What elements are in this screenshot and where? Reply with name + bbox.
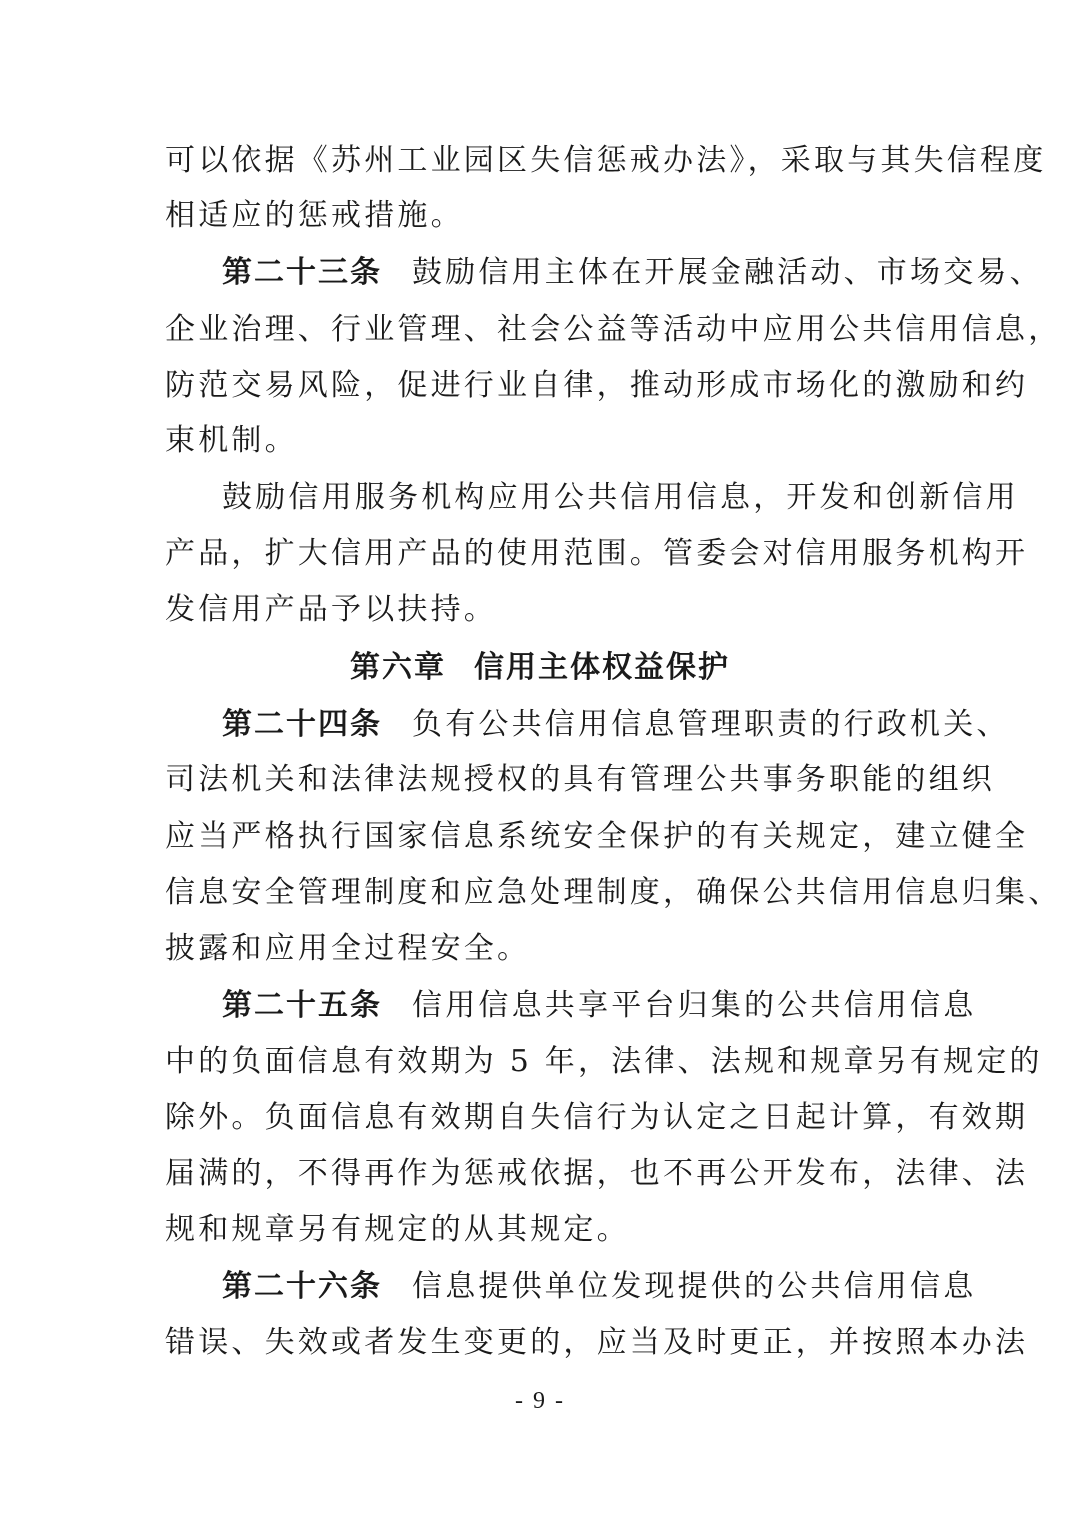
article-text: 信用信息共享平台归集的公共信用信息 xyxy=(412,988,977,1023)
body-line: 届满的，不得再作为惩戒依据，也不再公开发布，法律、法 xyxy=(165,1156,1029,1191)
body-line: 披露和应用全过程安全。 xyxy=(165,931,531,966)
page-number: - 9 - xyxy=(515,1388,565,1414)
article-heading: 第二十五条 xyxy=(222,988,382,1023)
body-line: 司法机关和法律法规授权的具有管理公共事务职能的组织 xyxy=(165,762,995,797)
article-24-first-line xyxy=(222,705,1010,745)
article-25-first-line xyxy=(222,986,977,1026)
body-line: 规和规章另有规定的从其规定。 xyxy=(165,1212,630,1247)
body-line: 信息安全管理制度和应急处理制度，确保公共信用信息归集、 xyxy=(165,875,1062,910)
chapter-heading xyxy=(0,648,1080,688)
body-line: 可以依据《苏州工业园区失信惩戒办法》，采取与其失信程度 xyxy=(165,143,1047,178)
article-heading: 第二十四条 xyxy=(222,707,382,742)
body-line: 鼓励信用服务机构应用公共信用信息，开发和创新信用 xyxy=(222,480,1019,515)
article-26-first-line xyxy=(222,1267,977,1307)
chapter-number: 第六章 xyxy=(350,650,446,685)
body-line: 除外。负面信息有效期自失信行为认定之日起计算，有效期 xyxy=(165,1100,1029,1135)
article-text: 负有公共信用信息管理职责的行政机关、 xyxy=(412,707,1010,742)
body-line: 企业治理、行业管理、社会公益等活动中应用公共信用信息， xyxy=(165,312,1062,347)
body-line: 束机制。 xyxy=(165,423,298,458)
body-line: 错误、失效或者发生变更的，应当及时更正，并按照本办法 xyxy=(165,1325,1029,1360)
article-text: 信息提供单位发现提供的公共信用信息 xyxy=(412,1269,977,1304)
body-line: 中的负面信息有效期为 5 年，法律、法规和规章另有规定的 xyxy=(165,1044,1043,1079)
article-heading: 第二十三条 xyxy=(222,255,382,290)
article-23-first-line xyxy=(222,253,1043,293)
body-line: 相适应的惩戒措施。 xyxy=(165,198,464,233)
body-line: 产品，扩大信用产品的使用范围。管委会对信用服务机构开 xyxy=(165,536,1029,571)
chapter-title: 信用主体权益保护 xyxy=(474,650,730,685)
body-line: 发信用产品予以扶持。 xyxy=(165,592,497,627)
article-heading: 第二十六条 xyxy=(222,1269,382,1304)
article-text: 鼓励信用主体在开展金融活动、市场交易、 xyxy=(412,255,1043,290)
body-line: 防范交易风险，促进行业自律，推动形成市场化的激励和约 xyxy=(165,368,1029,403)
body-line: 应当严格执行国家信息系统安全保护的有关规定，建立健全 xyxy=(165,819,1029,854)
